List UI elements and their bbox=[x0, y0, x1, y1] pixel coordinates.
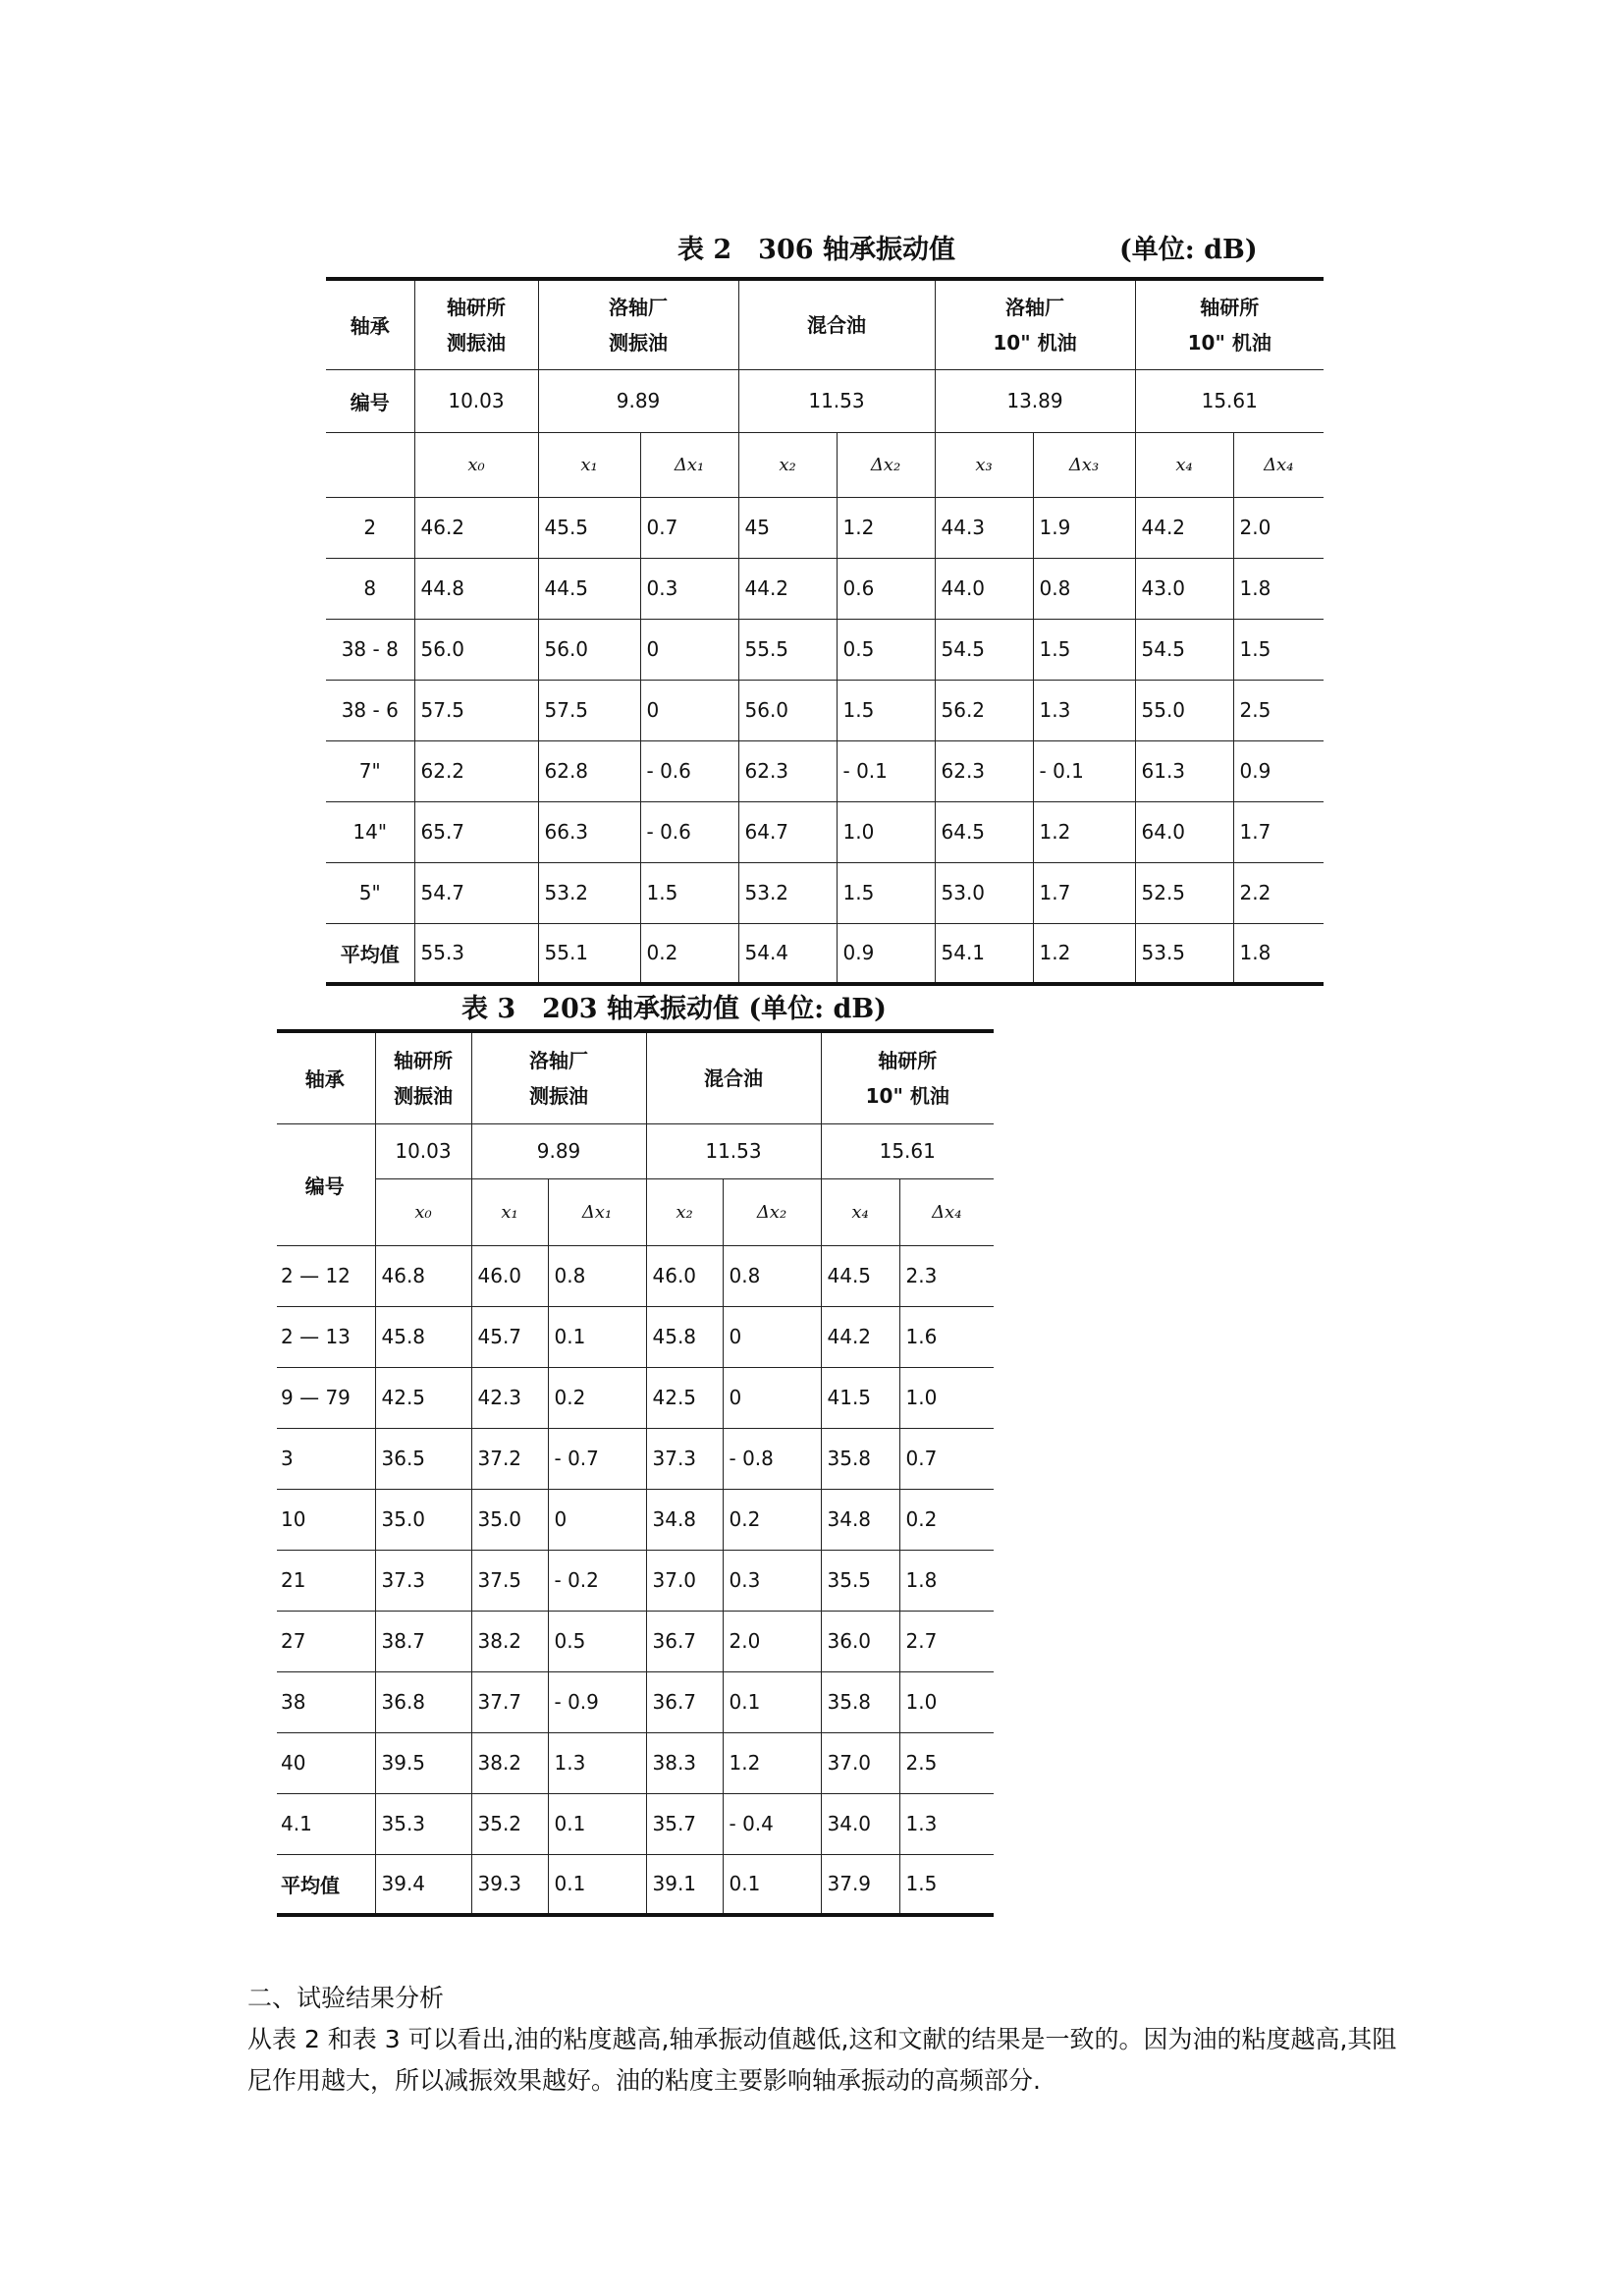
table2-cell: 44.2 bbox=[738, 558, 837, 619]
table3-cell: 0 bbox=[723, 1306, 821, 1367]
table3-row bbox=[277, 1854, 994, 1915]
table3-cell: 0.8 bbox=[723, 1245, 821, 1306]
table3-row-id: 27 bbox=[277, 1611, 375, 1671]
table2-row-id: 2 bbox=[326, 497, 414, 558]
table3-row bbox=[277, 1550, 994, 1611]
table2-cell: 52.5 bbox=[1135, 862, 1233, 923]
table3-cell: 35.8 bbox=[821, 1428, 899, 1489]
table3-cell: 1.8 bbox=[899, 1550, 994, 1611]
table2-cell: 62.3 bbox=[935, 740, 1033, 801]
table3-row bbox=[277, 1367, 994, 1428]
table2-row bbox=[326, 740, 1324, 801]
table2-cell: 0.7 bbox=[640, 497, 738, 558]
table2-cell: 2.2 bbox=[1233, 862, 1324, 923]
table2-cell: 56.0 bbox=[414, 619, 538, 680]
table3-cell: 0.2 bbox=[548, 1367, 646, 1428]
table2-cell: 65.7 bbox=[414, 801, 538, 862]
table3-column-header: Δx₂ bbox=[723, 1178, 821, 1245]
table3-row-id: 9 — 79 bbox=[277, 1367, 375, 1428]
table3-column-header: x₄ bbox=[821, 1178, 899, 1245]
table3-row-id: 2 — 13 bbox=[277, 1306, 375, 1367]
table3-cell: - 0.2 bbox=[548, 1550, 646, 1611]
table2-row bbox=[326, 497, 1324, 558]
table2-cell: 0.9 bbox=[837, 923, 935, 984]
table3-oil-name: 轴研所 测振油 bbox=[375, 1031, 471, 1123]
table3-cell: 39.3 bbox=[471, 1854, 548, 1915]
table3-cell: 1.0 bbox=[899, 1367, 994, 1428]
table3-cell: 0.1 bbox=[548, 1854, 646, 1915]
table3-row bbox=[277, 1489, 994, 1550]
table2-cell: 56.2 bbox=[935, 680, 1033, 740]
table3-column-header: Δx₁ bbox=[548, 1178, 646, 1245]
table2-cell: 45.5 bbox=[538, 497, 640, 558]
table3-row-id: 4.1 bbox=[277, 1793, 375, 1854]
table3-cell: 0.2 bbox=[723, 1489, 821, 1550]
table2-cell: 62.3 bbox=[738, 740, 837, 801]
table2-cell: 55.5 bbox=[738, 619, 837, 680]
table3-cell: 1.2 bbox=[723, 1732, 821, 1793]
table3-cell: 35.8 bbox=[821, 1671, 899, 1732]
table3-cell: 1.3 bbox=[548, 1732, 646, 1793]
table3-cell: 36.5 bbox=[375, 1428, 471, 1489]
table2-column-header: x₃ bbox=[935, 432, 1033, 497]
table2-cell: - 0.6 bbox=[640, 740, 738, 801]
table3-cell: 44.5 bbox=[821, 1245, 899, 1306]
table2-cell: 57.5 bbox=[414, 680, 538, 740]
table2-cell: 2.0 bbox=[1233, 497, 1324, 558]
table2-cell: 62.8 bbox=[538, 740, 640, 801]
table3-cell: 0.5 bbox=[548, 1611, 646, 1671]
table3-stub-header-bottom: 编号 bbox=[277, 1123, 375, 1245]
table2-cell: 2.5 bbox=[1233, 680, 1324, 740]
table2-row bbox=[326, 558, 1324, 619]
table3-column-header: Δx₄ bbox=[899, 1178, 994, 1245]
table3-row-id: 2 — 12 bbox=[277, 1245, 375, 1306]
table3-cell: 35.0 bbox=[375, 1489, 471, 1550]
table3-oil-name: 洛轴厂 测振油 bbox=[471, 1031, 646, 1123]
table2-cell: 0.9 bbox=[1233, 740, 1324, 801]
table2-cell: 54.4 bbox=[738, 923, 837, 984]
table2-cell: 44.2 bbox=[1135, 497, 1233, 558]
table3-cell: - 0.4 bbox=[723, 1793, 821, 1854]
table3-cell: 0.7 bbox=[899, 1428, 994, 1489]
table3-row-id: 38 bbox=[277, 1671, 375, 1732]
table3-cell: 42.5 bbox=[646, 1367, 723, 1428]
table2-cell: 1.2 bbox=[1033, 801, 1135, 862]
table2-oil-name: 轴研所 测振油 bbox=[414, 279, 538, 369]
table2-cell: 1.5 bbox=[640, 862, 738, 923]
table3-cell: 2.3 bbox=[899, 1245, 994, 1306]
table3-row-id: 10 bbox=[277, 1489, 375, 1550]
table2-row bbox=[326, 923, 1324, 984]
table2-cell: 55.1 bbox=[538, 923, 640, 984]
table2-row-id: 38 - 8 bbox=[326, 619, 414, 680]
table3-cell: - 0.7 bbox=[548, 1428, 646, 1489]
table2-cell: 1.7 bbox=[1233, 801, 1324, 862]
table2-cell: 1.2 bbox=[837, 497, 935, 558]
table2-cell: 44.8 bbox=[414, 558, 538, 619]
table2-cell: 1.3 bbox=[1033, 680, 1135, 740]
table3-cell: 37.3 bbox=[375, 1550, 471, 1611]
table2-cell: 1.8 bbox=[1233, 558, 1324, 619]
table3-cell: 38.3 bbox=[646, 1732, 723, 1793]
table3-cell: 38.7 bbox=[375, 1611, 471, 1671]
table3-row-id: 21 bbox=[277, 1550, 375, 1611]
table2-viscosity: 15.61 bbox=[1135, 369, 1324, 432]
table3-cell: 36.7 bbox=[646, 1611, 723, 1671]
table3-cell: 39.5 bbox=[375, 1732, 471, 1793]
table2-cell: 1.5 bbox=[1233, 619, 1324, 680]
table2-cell: 61.3 bbox=[1135, 740, 1233, 801]
table2-cell: 44.5 bbox=[538, 558, 640, 619]
table2-viscosity: 9.89 bbox=[538, 369, 738, 432]
table2-row-id: 5" bbox=[326, 862, 414, 923]
table2-stub-header-top: 轴承 bbox=[326, 279, 414, 369]
table2-row-id: 8 bbox=[326, 558, 414, 619]
table3-cell: 35.3 bbox=[375, 1793, 471, 1854]
analysis-section bbox=[247, 1978, 1406, 2102]
table2-cell: 1.7 bbox=[1033, 862, 1135, 923]
table3-viscosity: 10.03 bbox=[375, 1123, 471, 1178]
table3-row bbox=[277, 1611, 994, 1671]
table3-column-header: x₀ bbox=[375, 1178, 471, 1245]
table3-cell: 37.2 bbox=[471, 1428, 548, 1489]
table3-caption: 表 3 203 轴承振动值 (单位: dB) bbox=[461, 994, 887, 1024]
table2-cell: 1.2 bbox=[1033, 923, 1135, 984]
table3-cell: 1.0 bbox=[899, 1671, 994, 1732]
table2-cell: 0.8 bbox=[1033, 558, 1135, 619]
analysis-body: 从表 2 和表 3 可以看出,油的粘度越高,轴承振动值越低,这和文献的结果是一致的。因为油的粘度越高,其阻尼作用越大，所以减振效果越好。油的粘度主要影响轴承振动的高频部分. bbox=[247, 2025, 1397, 2095]
table3-cell: 1.6 bbox=[899, 1306, 994, 1367]
table2-cell: 1.8 bbox=[1233, 923, 1324, 984]
table2-viscosity: 13.89 bbox=[935, 369, 1135, 432]
table2-column-header: Δx₃ bbox=[1033, 432, 1135, 497]
table3-cell: 34.8 bbox=[821, 1489, 899, 1550]
table2-cell: 64.7 bbox=[738, 801, 837, 862]
table3-viscosity: 9.89 bbox=[471, 1123, 646, 1178]
table2-column-header: Δx₂ bbox=[837, 432, 935, 497]
table3-cell: 37.0 bbox=[821, 1732, 899, 1793]
table2-cell: 53.2 bbox=[538, 862, 640, 923]
table3 bbox=[277, 1029, 994, 1917]
table3-cell: 34.8 bbox=[646, 1489, 723, 1550]
table3-cell: 35.2 bbox=[471, 1793, 548, 1854]
table3-column-header: x₂ bbox=[646, 1178, 723, 1245]
table2-column-header: x₀ bbox=[414, 432, 538, 497]
table2-column-header: x₄ bbox=[1135, 432, 1233, 497]
table3-cell: 38.2 bbox=[471, 1611, 548, 1671]
table3-cell: 0.1 bbox=[723, 1671, 821, 1732]
table3-cell: 39.1 bbox=[646, 1854, 723, 1915]
table2-cell: 57.5 bbox=[538, 680, 640, 740]
table3-row-id: 40 bbox=[277, 1732, 375, 1793]
table2-cell: 53.0 bbox=[935, 862, 1033, 923]
table3-cell: 0.8 bbox=[548, 1245, 646, 1306]
table3-cell: 37.7 bbox=[471, 1671, 548, 1732]
table2-cell: - 0.6 bbox=[640, 801, 738, 862]
table3-cell: 0 bbox=[548, 1489, 646, 1550]
table2-cell: 66.3 bbox=[538, 801, 640, 862]
table3-cell: 34.0 bbox=[821, 1793, 899, 1854]
table2-cell: 64.0 bbox=[1135, 801, 1233, 862]
table2-cell: 54.5 bbox=[935, 619, 1033, 680]
table2-row-id: 平均值 bbox=[326, 923, 414, 984]
table2-column-header: Δx₁ bbox=[640, 432, 738, 497]
table3-cell: 46.0 bbox=[471, 1245, 548, 1306]
table3-row bbox=[277, 1306, 994, 1367]
table2-cell: 0 bbox=[640, 619, 738, 680]
table2-cell: 0.2 bbox=[640, 923, 738, 984]
table3-cell: 37.5 bbox=[471, 1550, 548, 1611]
table2-row bbox=[326, 619, 1324, 680]
table3-cell: 35.7 bbox=[646, 1793, 723, 1854]
table2-cell: 44.0 bbox=[935, 558, 1033, 619]
table3-cell: 41.5 bbox=[821, 1367, 899, 1428]
table3-cell: 2.5 bbox=[899, 1732, 994, 1793]
table3-cell: 0.1 bbox=[723, 1854, 821, 1915]
table3-cell: 1.5 bbox=[899, 1854, 994, 1915]
table3-row bbox=[277, 1245, 994, 1306]
table2-cell: 62.2 bbox=[414, 740, 538, 801]
table2-oil-name: 混合油 bbox=[738, 279, 935, 369]
table3-cell: 37.0 bbox=[646, 1550, 723, 1611]
table2-column-header: x₂ bbox=[738, 432, 837, 497]
table3-row-id: 3 bbox=[277, 1428, 375, 1489]
analysis-heading: 二、试验结果分析 bbox=[247, 1984, 445, 2012]
table3-cell: - 0.8 bbox=[723, 1428, 821, 1489]
table3-cell: 1.3 bbox=[899, 1793, 994, 1854]
table3-cell: 0.2 bbox=[899, 1489, 994, 1550]
table3-cell: 0 bbox=[723, 1367, 821, 1428]
table3-viscosity: 15.61 bbox=[821, 1123, 994, 1178]
table2-cell: 64.5 bbox=[935, 801, 1033, 862]
table2-cell: 1.0 bbox=[837, 801, 935, 862]
table2-row bbox=[326, 680, 1324, 740]
table3-cell: 39.4 bbox=[375, 1854, 471, 1915]
table2-oil-name: 轴研所 10" 机油 bbox=[1135, 279, 1324, 369]
table3-cell: 0.3 bbox=[723, 1550, 821, 1611]
table2-column-header: x₁ bbox=[538, 432, 640, 497]
table3-cell: 2.0 bbox=[723, 1611, 821, 1671]
table3-cell: 46.0 bbox=[646, 1245, 723, 1306]
table3-oil-name: 轴研所 10" 机油 bbox=[821, 1031, 994, 1123]
table2-cell: 56.0 bbox=[538, 619, 640, 680]
table2-cell: 44.3 bbox=[935, 497, 1033, 558]
table2-cell: 46.2 bbox=[414, 497, 538, 558]
table3-cell: 0.1 bbox=[548, 1793, 646, 1854]
table2-cell: 0.3 bbox=[640, 558, 738, 619]
table2-cell: 1.5 bbox=[1033, 619, 1135, 680]
table3-column-header: x₁ bbox=[471, 1178, 548, 1245]
table2-row-id: 7" bbox=[326, 740, 414, 801]
table2-cell: 1.9 bbox=[1033, 497, 1135, 558]
table2 bbox=[326, 277, 1324, 986]
table2-stub-header-bottom: 编号 bbox=[326, 369, 414, 432]
table2-cell: 0.5 bbox=[837, 619, 935, 680]
table3-cell: 38.2 bbox=[471, 1732, 548, 1793]
table3-cell: - 0.9 bbox=[548, 1671, 646, 1732]
table2-oil-name: 洛轴厂 10" 机油 bbox=[935, 279, 1135, 369]
table2-caption: 表 2 306 轴承振动值 bbox=[677, 235, 955, 265]
table2-row-id: 38 - 6 bbox=[326, 680, 414, 740]
table2-cell: 0 bbox=[640, 680, 738, 740]
table3-cell: 37.3 bbox=[646, 1428, 723, 1489]
table2-cell: 54.1 bbox=[935, 923, 1033, 984]
table2-cell: 43.0 bbox=[1135, 558, 1233, 619]
table2-cell: 1.5 bbox=[837, 680, 935, 740]
table3-row-id: 平均值 bbox=[277, 1854, 375, 1915]
table2-unit: (单位: dB) bbox=[1119, 235, 1258, 265]
table3-cell: 36.7 bbox=[646, 1671, 723, 1732]
table3-cell: 37.9 bbox=[821, 1854, 899, 1915]
table2-viscosity: 10.03 bbox=[414, 369, 538, 432]
table3-row bbox=[277, 1428, 994, 1489]
table2-cell: 53.5 bbox=[1135, 923, 1233, 984]
table3-cell: 35.5 bbox=[821, 1550, 899, 1611]
table2-row-id: 14" bbox=[326, 801, 414, 862]
table3-cell: 2.7 bbox=[899, 1611, 994, 1671]
table2-cell: 53.2 bbox=[738, 862, 837, 923]
table3-row bbox=[277, 1793, 994, 1854]
table2-cell: 54.5 bbox=[1135, 619, 1233, 680]
table2-cell: 55.0 bbox=[1135, 680, 1233, 740]
table2-cell: 0.6 bbox=[837, 558, 935, 619]
table3-row bbox=[277, 1732, 994, 1793]
table2-cell: 54.7 bbox=[414, 862, 538, 923]
table2-cell: - 0.1 bbox=[837, 740, 935, 801]
table3-cell: 44.2 bbox=[821, 1306, 899, 1367]
table2-cell: 45 bbox=[738, 497, 837, 558]
table2-row bbox=[326, 801, 1324, 862]
table2-viscosity: 11.53 bbox=[738, 369, 935, 432]
table3-cell: 36.0 bbox=[821, 1611, 899, 1671]
table3-oil-name: 混合油 bbox=[646, 1031, 821, 1123]
table2-cell: 55.3 bbox=[414, 923, 538, 984]
table2-oil-name: 洛轴厂 测振油 bbox=[538, 279, 738, 369]
table2-column-header: Δx₄ bbox=[1233, 432, 1324, 497]
table2-cell: 1.5 bbox=[837, 862, 935, 923]
table3-cell: 45.7 bbox=[471, 1306, 548, 1367]
table3-cell: 42.3 bbox=[471, 1367, 548, 1428]
table2-cell: - 0.1 bbox=[1033, 740, 1135, 801]
table3-cell: 45.8 bbox=[375, 1306, 471, 1367]
table3-cell: 35.0 bbox=[471, 1489, 548, 1550]
table2-row bbox=[326, 862, 1324, 923]
table3-cell: 36.8 bbox=[375, 1671, 471, 1732]
table3-cell: 42.5 bbox=[375, 1367, 471, 1428]
table2-cell: 56.0 bbox=[738, 680, 837, 740]
table3-cell: 0.1 bbox=[548, 1306, 646, 1367]
table3-row bbox=[277, 1671, 994, 1732]
table3-cell: 45.8 bbox=[646, 1306, 723, 1367]
table3-stub-header-top: 轴承 bbox=[277, 1031, 375, 1123]
table3-cell: 46.8 bbox=[375, 1245, 471, 1306]
table3-viscosity: 11.53 bbox=[646, 1123, 821, 1178]
